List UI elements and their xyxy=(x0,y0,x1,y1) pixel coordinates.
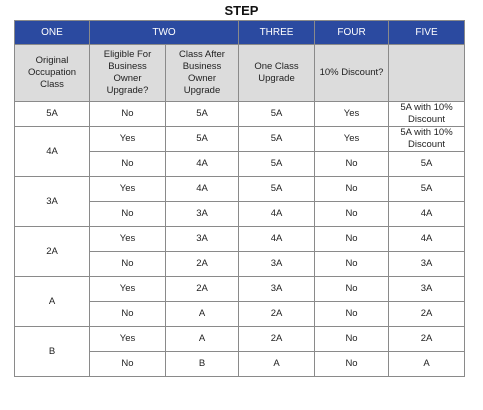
original-class-cell: 4A xyxy=(15,127,90,177)
column-header-row xyxy=(15,45,465,102)
class-after-cell: 4A xyxy=(166,152,239,177)
discount-cell: No xyxy=(315,352,389,377)
class-after-cell: 2A xyxy=(166,252,239,277)
one-class-upgrade-cell: 2A xyxy=(239,327,315,352)
discount-cell: No xyxy=(315,327,389,352)
discount-cell: No xyxy=(315,302,389,327)
step-four-header: FOUR xyxy=(315,21,389,45)
final-class-cell: 3A xyxy=(389,252,465,277)
eligible-cell: No xyxy=(90,252,166,277)
discount-cell: No xyxy=(315,252,389,277)
discount-cell: Yes xyxy=(315,127,389,152)
final-class-cell: 4A xyxy=(389,227,465,252)
original-class-cell: A xyxy=(15,277,90,327)
original-class-cell: B xyxy=(15,327,90,377)
original-class-cell: 2A xyxy=(15,227,90,277)
table-row xyxy=(15,277,465,302)
one-class-upgrade-cell: 3A xyxy=(239,277,315,302)
one-class-upgrade-cell: A xyxy=(239,352,315,377)
class-after-cell: 2A xyxy=(166,277,239,302)
table-row xyxy=(15,227,465,252)
col-discount: 10% Discount? xyxy=(315,45,389,102)
final-class-cell: 5A with 10% Discount xyxy=(389,102,465,127)
step-header-row xyxy=(15,21,465,45)
col-class-after: Class After Business Owner Upgrade xyxy=(166,45,239,102)
table-row xyxy=(15,327,465,352)
eligible-cell: Yes xyxy=(90,327,166,352)
one-class-upgrade-cell: 5A xyxy=(239,102,315,127)
table-body xyxy=(15,102,465,377)
col-original-class: Original Occupation Class xyxy=(15,45,90,102)
col-one-class-upgrade: One Class Upgrade xyxy=(239,45,315,102)
table-row xyxy=(15,127,465,152)
one-class-upgrade-cell: 4A xyxy=(239,227,315,252)
step-five-header: FIVE xyxy=(389,21,465,45)
class-after-cell: 4A xyxy=(166,177,239,202)
step-one-header: ONE xyxy=(15,21,90,45)
discount-cell: No xyxy=(315,177,389,202)
final-class-cell: 3A xyxy=(389,277,465,302)
eligible-cell: Yes xyxy=(90,127,166,152)
discount-cell: Yes xyxy=(315,102,389,127)
final-class-cell: 4A xyxy=(389,202,465,227)
table-title: STEP xyxy=(224,3,259,18)
eligible-cell: No xyxy=(90,202,166,227)
eligible-cell: No xyxy=(90,302,166,327)
class-after-cell: 3A xyxy=(166,202,239,227)
one-class-upgrade-cell: 3A xyxy=(239,252,315,277)
eligible-cell: No xyxy=(90,352,166,377)
one-class-upgrade-cell: 2A xyxy=(239,302,315,327)
class-after-cell: B xyxy=(166,352,239,377)
one-class-upgrade-cell: 5A xyxy=(239,127,315,152)
original-class-cell: 3A xyxy=(15,177,90,227)
eligible-cell: Yes xyxy=(90,277,166,302)
discount-cell: No xyxy=(315,227,389,252)
eligible-cell: No xyxy=(90,152,166,177)
occupation-upgrade-table xyxy=(14,20,465,377)
one-class-upgrade-cell: 5A xyxy=(239,177,315,202)
class-after-cell: A xyxy=(166,302,239,327)
table-row xyxy=(15,102,465,127)
class-after-cell: A xyxy=(166,327,239,352)
one-class-upgrade-cell: 5A xyxy=(239,152,315,177)
final-class-cell: A xyxy=(389,352,465,377)
one-class-upgrade-cell: 4A xyxy=(239,202,315,227)
eligible-cell: No xyxy=(90,102,166,127)
class-after-cell: 5A xyxy=(166,127,239,152)
eligible-cell: Yes xyxy=(90,227,166,252)
step-two-header: TWO xyxy=(90,21,239,45)
discount-cell: No xyxy=(315,277,389,302)
class-after-cell: 5A xyxy=(166,102,239,127)
discount-cell: No xyxy=(315,202,389,227)
final-class-cell: 5A with 10% Discount xyxy=(389,127,465,152)
final-class-cell: 2A xyxy=(389,302,465,327)
step-three-header: THREE xyxy=(239,21,315,45)
col-eligible: Eligible For Business Owner Upgrade? xyxy=(90,45,166,102)
final-class-cell: 2A xyxy=(389,327,465,352)
final-class-cell: 5A xyxy=(389,152,465,177)
col-final xyxy=(389,45,465,102)
discount-cell: No xyxy=(315,152,389,177)
table-row xyxy=(15,177,465,202)
eligible-cell: Yes xyxy=(90,177,166,202)
original-class-cell: 5A xyxy=(15,102,90,127)
class-after-cell: 3A xyxy=(166,227,239,252)
final-class-cell: 5A xyxy=(389,177,465,202)
